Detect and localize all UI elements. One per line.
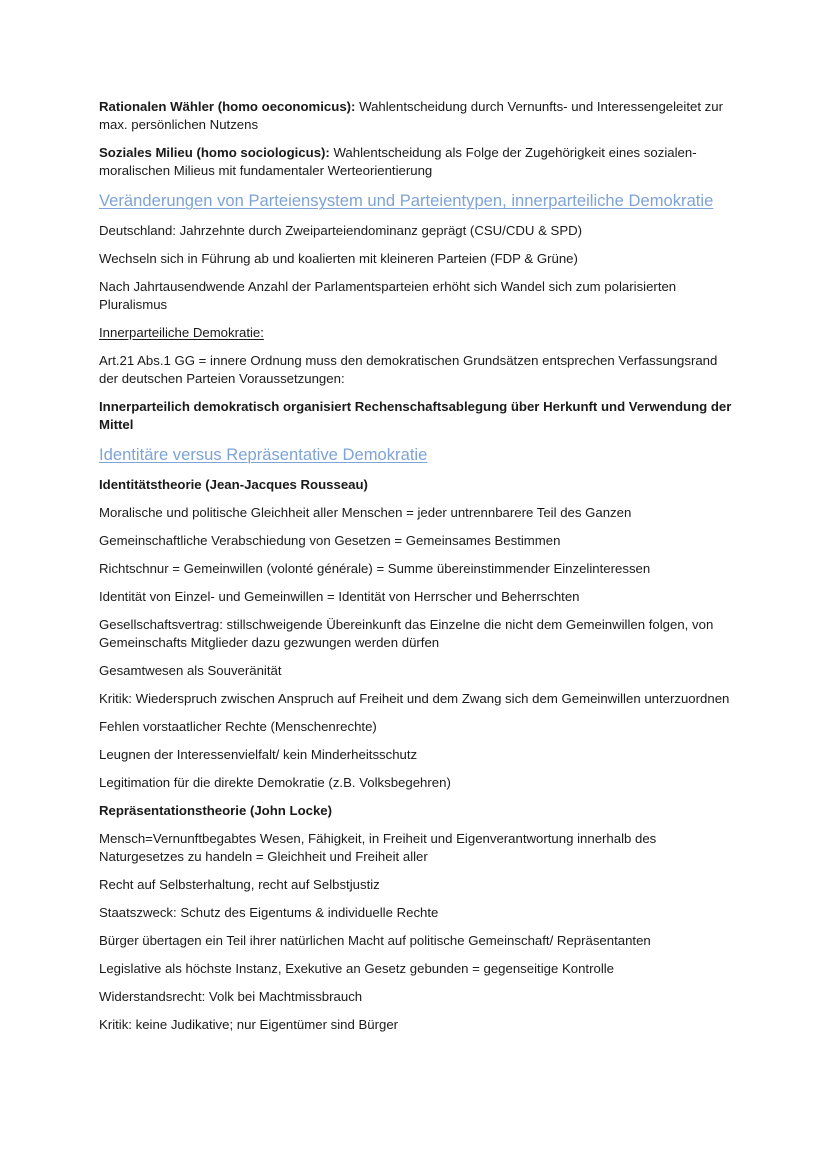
subheading-identity-theory: Identitätstheorie (Jean-Jacques Rousseau) <box>99 477 368 492</box>
section-heading-party-system: Veränderungen von Parteiensystem und Parteientypen, innerparteiliche Demokratie <box>99 191 714 210</box>
paragraph: Art.21 Abs.1 GG = innere Ordnung muss den demokratischen Grundsätzen entsprechen Verfassungsrand der deutschen Parteien Voraussetzungen: <box>99 353 718 386</box>
term-definition: Wahlentscheidung als Folge der Zugehörigkeit eines sozialen-moralischen Milieus mit fundamentaler Werteorientierung <box>99 145 697 178</box>
paragraph: Gesellschaftsvertrag: stillschweigende Übereinkunft das Einzelne die nicht dem Gemeinwillen folgen, von Gemeinschafts Mitglieder dazu gezwungen werden dürfen <box>99 617 714 650</box>
paragraph: Recht auf Selbsterhaltung, recht auf Selbstjustiz <box>99 877 380 892</box>
paragraph: Staatszweck: Schutz des Eigentums & individuelle Rechte <box>99 905 439 920</box>
paragraph-bold: Innerparteilich demokratisch organisiert Rechenschaftsablegung über Herkunft und Verwendung der Mittel <box>99 399 732 432</box>
paragraph: Widerstandsrecht: Volk bei Machtmissbrauch <box>99 989 363 1004</box>
paragraph: Leugnen der Interessenvielfalt/ kein Minderheitsschutz <box>99 747 418 762</box>
paragraph: Richtschnur = Gemeinwillen (volonté générale) = Summe übereinstimmender Einzelinteressen <box>99 561 651 576</box>
term-label: Soziales Milieu (homo sociologicus): <box>99 145 330 160</box>
paragraph: Legislative als höchste Instanz, Exekutive an Gesetz gebunden = gegenseitige Kontrolle <box>99 961 615 976</box>
term-label: Rationalen Wähler (homo oeconomicus): <box>99 99 356 114</box>
paragraph: Bürger übertagen ein Teil ihrer natürlichen Macht auf politische Gemeinschaft/ Repräsentanten <box>99 933 651 948</box>
section-heading-identity-vs-representative: Identitäre versus Repräsentative Demokratie <box>99 445 428 464</box>
paragraph: Gesamtwesen als Souveränität <box>99 663 282 678</box>
paragraph: Legitimation für die direkte Demokratie (z.B. Volksbegehren) <box>99 775 451 790</box>
paragraph: Fehlen vorstaatlicher Rechte (Menschenrechte) <box>99 719 377 734</box>
paragraph: Kritik: keine Judikative; nur Eigentümer sind Bürger <box>99 1017 399 1032</box>
paragraph: Gemeinschaftliche Verabschiedung von Gesetzen = Gemeinsames Bestimmen <box>99 533 561 548</box>
subheading-representation-theory: Repräsentationstheorie (John Locke) <box>99 803 333 818</box>
paragraph-social-milieu <box>99 144 738 180</box>
paragraph: Mensch=Vernunftbegabtes Wesen, Fähigkeit, in Freiheit und Eigenverantwortung innerhalb des Naturgesetzes zu handeln = Gleichheit und Freiheit aller <box>99 831 657 864</box>
paragraph: Wechseln sich in Führung ab und koalierten mit kleineren Parteien (FDP & Grüne) <box>99 251 578 266</box>
paragraph: Identität von Einzel- und Gemeinwillen = Identität von Herrscher und Beherrschten <box>99 589 580 604</box>
paragraph: Nach Jahrtausendwende Anzahl der Parlamentsparteien erhöht sich Wandel sich zum polarisierten Pluralismus <box>99 279 677 312</box>
subheading-internal-democracy: Innerparteiliche Demokratie: <box>99 325 264 340</box>
paragraph-rational-voter <box>99 98 738 134</box>
paragraph: Kritik: Wiederspruch zwischen Anspruch auf Freiheit und dem Zwang sich dem Gemeinwillen unterzuordnen <box>99 691 730 706</box>
paragraph: Moralische und politische Gleichheit aller Menschen = jeder untrennbarere Teil des Ganzen <box>99 505 632 520</box>
term-definition: Wahlentscheidung durch Vernunfts- und Interessengeleitet zur max. persönlichen Nutzens <box>99 99 723 132</box>
paragraph: Deutschland: Jahrzehnte durch Zweiparteiendominanz geprägt (CSU/CDU & SPD) <box>99 223 583 238</box>
